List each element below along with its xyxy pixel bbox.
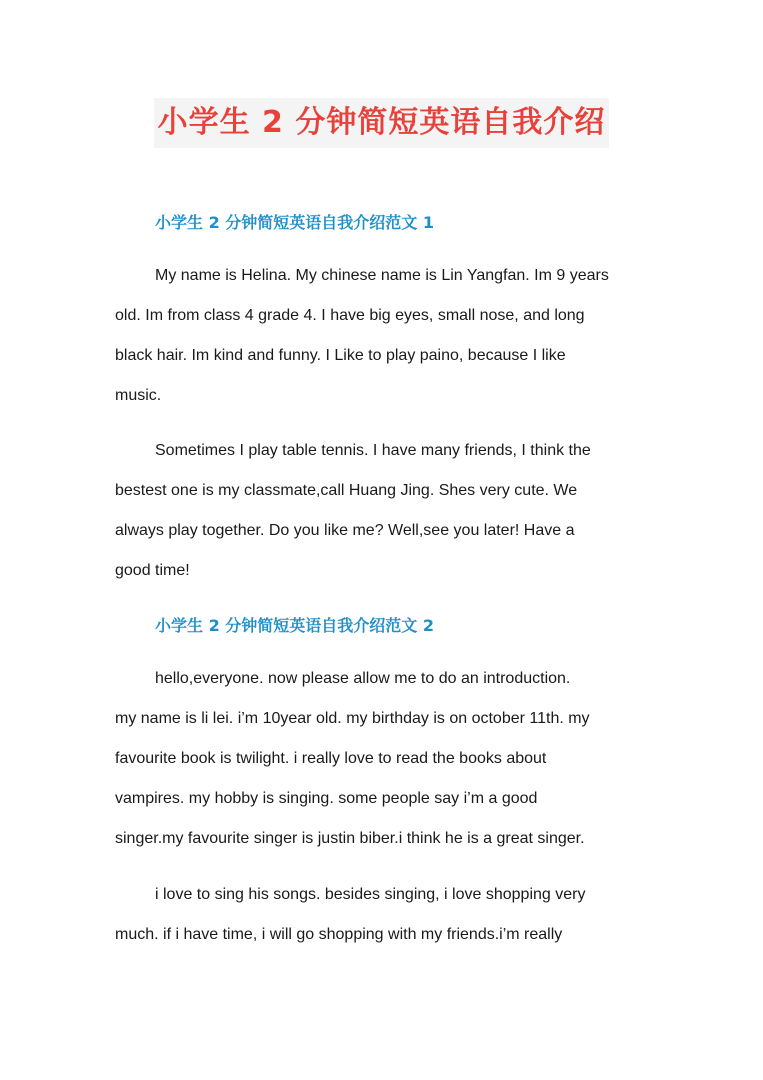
section-heading-2: 小学生 2 分钟简短英语自我介绍范文 2: [155, 616, 434, 635]
paragraph-line: black hair. Im kind and funny. I Like to play paino, because I like: [115, 347, 566, 364]
paragraph-line: Sometimes I play table tennis. I have many friends, I think the: [155, 442, 591, 459]
paragraph-line: old. Im from class 4 grade 4. I have big eyes, small nose, and long: [115, 307, 585, 324]
paragraph-2: [115, 431, 655, 591]
paragraph-line: my name is li lei. i’m 10year old. my birthday is on october 11th. my: [115, 710, 590, 727]
section-heading-1: 小学生 2 分钟简短英语自我介绍范文 1: [155, 213, 434, 232]
paragraph-line: i love to sing his songs. besides singing, i love shopping very: [155, 886, 586, 903]
paragraph-line: vampires. my hobby is singing. some people say i’m a good: [115, 790, 538, 807]
title-wrap: [0, 98, 763, 148]
paragraph-line: much. if i have time, i will go shopping with my friends.i’m really: [115, 926, 563, 943]
paragraph-line: hello,everyone. now please allow me to do an introduction.: [155, 670, 571, 687]
paragraph-line: good time!: [115, 562, 190, 579]
paragraph-1: [115, 256, 655, 416]
paragraph-line: favourite book is twilight. i really love to read the books about: [115, 750, 547, 767]
paragraph-line: music.: [115, 387, 162, 404]
paragraph-3: [115, 659, 655, 859]
paragraph-4: [115, 875, 655, 955]
paragraph-line: singer.my favourite singer is justin biber.i think he is a great singer.: [115, 830, 585, 847]
paragraph-line: always play together. Do you like me? Well,see you later! Have a: [115, 522, 575, 539]
paragraph-line: My name is Helina. My chinese name is Lin Yangfan. Im 9 years: [155, 267, 609, 284]
paragraph-line: bestest one is my classmate,call Huang Jing. Shes very cute. We: [115, 482, 578, 499]
document-title: 小学生 2 分钟简短英语自我介绍: [154, 98, 610, 148]
